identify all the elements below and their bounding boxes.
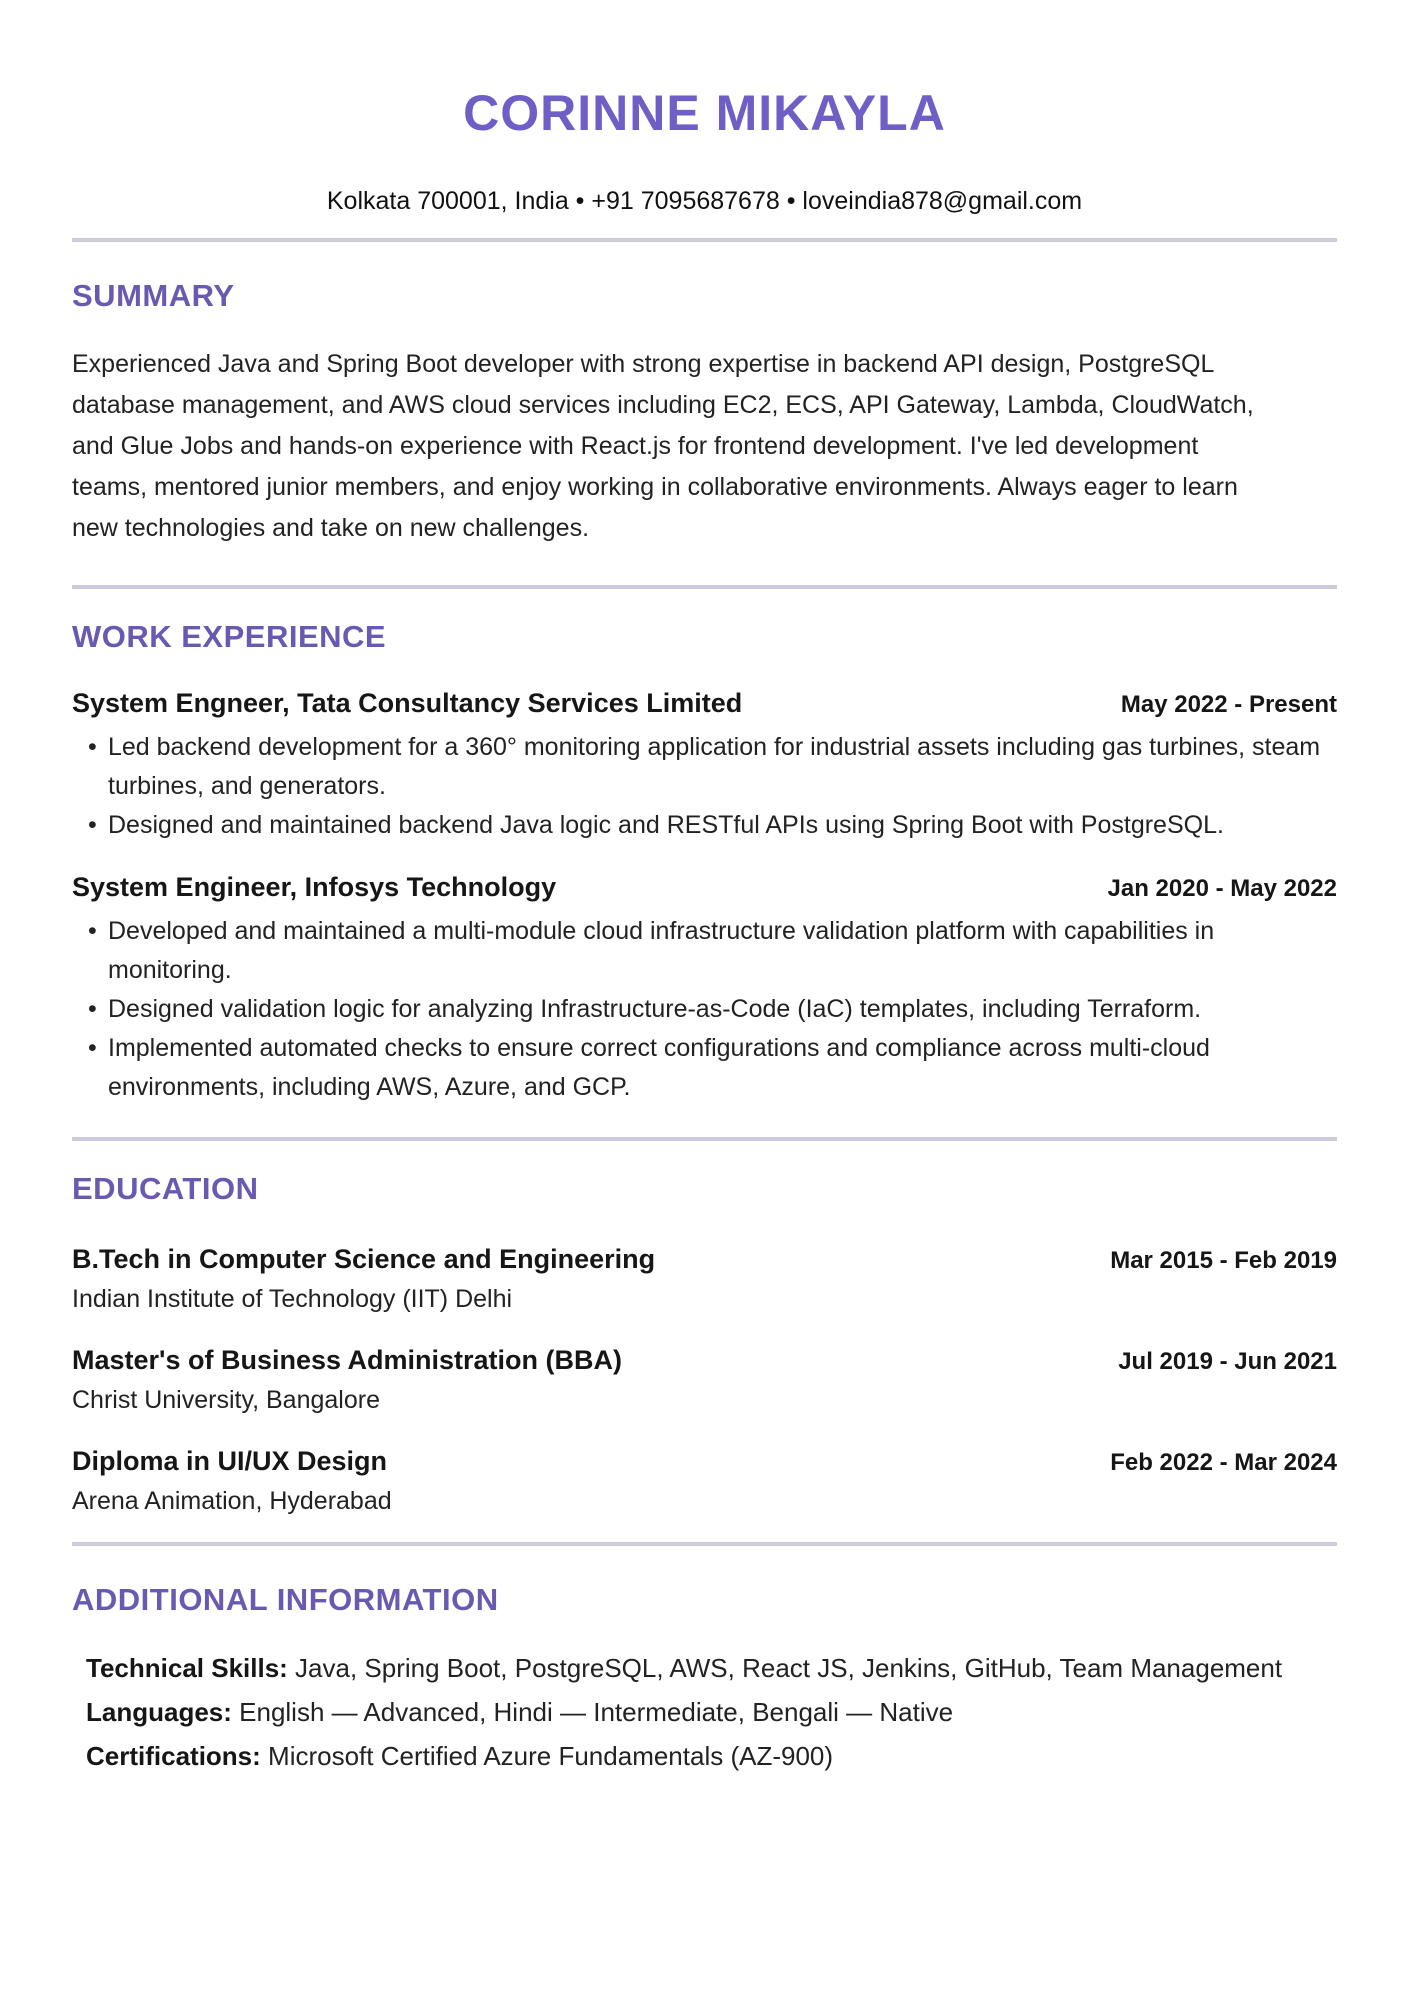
- info-label: Technical Skills:: [86, 1653, 288, 1683]
- education-dates: Mar 2015 - Feb 2019: [1110, 1247, 1337, 1274]
- job-dates: May 2022 - Present: [1120, 691, 1337, 718]
- section-divider: [72, 238, 1337, 242]
- info-value: Java, Spring Boot, PostgreSQL, AWS, React JS, Jenkins, GitHub, Team Management: [287, 1653, 1283, 1683]
- job-bullet-list: [72, 728, 1337, 845]
- section-title-education: EDUCATION: [72, 1171, 259, 1206]
- job-bullet: • Designed validation logic for analyzing Infrastructure-as-Code (IaC) templates, including Terraform.: [88, 990, 1328, 1029]
- degree-title: B.Tech in Computer Science and Engineering: [72, 1244, 656, 1274]
- education-entry: [72, 1344, 1337, 1415]
- job-bullet: • Developed and maintained a multi-module cloud infrastructure validation platform with capabilities in monitoring.: [88, 912, 1328, 990]
- section-divider: [72, 585, 1337, 589]
- education-header: [72, 1344, 1337, 1377]
- degree-title: Master's of Business Administration (BBA): [72, 1345, 622, 1375]
- job-title: System Engineer, Infosys Technology: [72, 872, 557, 902]
- job-entry: [72, 871, 1337, 1107]
- job-entry: [72, 687, 1337, 845]
- work-experience-section: [72, 619, 1337, 1107]
- school-name: Indian Institute of Technology (IIT) Delhi: [72, 1285, 513, 1313]
- job-bullet: • Designed and maintained backend Java logic and RESTful APIs using Spring Boot with PostgreSQL.: [88, 806, 1328, 845]
- info-label: Certifications:: [86, 1741, 261, 1771]
- info-row-technical-skills: [86, 1646, 1326, 1690]
- additional-information-section: [72, 1582, 1337, 1778]
- summary-paragraph: Experienced Java and Spring Boot developer with strong expertise in backend API design, PostgreSQL database management, and AWS cloud services including EC2, ECS, API Gateway, Lambda, CloudWatch, and Glue Jobs and hands-on experience with React.js for frontend development. I've led development teams, mentored junior members, and enjoy working in collaborative environments. Always eager to learn new technologies and take on new challenges.: [72, 350, 1254, 542]
- education-entry: [72, 1445, 1337, 1516]
- education-section: [72, 1171, 1337, 1516]
- section-title-work-experience: WORK EXPERIENCE: [72, 619, 387, 654]
- job-bullet: • Led backend development for a 360° monitoring application for industrial assets including gas turbines, steam turbines, and generators.: [88, 728, 1328, 806]
- resume-name: CORINNE MIKAYLA: [463, 85, 946, 141]
- job-header: [72, 871, 1337, 904]
- school-name: Christ University, Bangalore: [72, 1386, 380, 1414]
- job-header: [72, 687, 1337, 720]
- job-bullet: • Implemented automated checks to ensure correct configurations and compliance across multi-cloud environments, including AWS, Azure, and GCP.: [88, 1029, 1328, 1107]
- section-divider: [72, 1137, 1337, 1141]
- job-bullet-list: [72, 912, 1337, 1107]
- education-dates: Feb 2022 - Mar 2024: [1110, 1449, 1337, 1476]
- education-dates: Jul 2019 - Jun 2021: [1118, 1348, 1337, 1375]
- education-header: [72, 1445, 1337, 1478]
- degree-title: Diploma in UI/UX Design: [72, 1446, 388, 1476]
- job-title: System Engneer, Tata Consultancy Services Limited: [72, 688, 743, 718]
- summary-section: [72, 278, 1337, 549]
- info-rows: [72, 1646, 1337, 1778]
- job-dates: Jan 2020 - May 2022: [1107, 875, 1337, 902]
- info-value: Microsoft Certified Azure Fundamentals (AZ-900): [260, 1741, 834, 1771]
- info-label: Languages:: [86, 1697, 232, 1727]
- info-value: English — Advanced, Hindi — Intermediate, Bengali — Native: [231, 1697, 954, 1727]
- info-row-certifications: [86, 1734, 1326, 1778]
- school-name: Arena Animation, Hyderabad: [72, 1487, 392, 1515]
- education-entry: [72, 1243, 1337, 1314]
- section-title-additional-information: ADDITIONAL INFORMATION: [72, 1582, 499, 1617]
- section-divider: [72, 1542, 1337, 1546]
- contact-line: Kolkata 700001, India • +91 7095687678 • loveindia878@gmail.com: [326, 187, 1083, 215]
- education-header: [72, 1243, 1337, 1276]
- section-title-summary: SUMMARY: [72, 278, 235, 313]
- info-row-languages: [86, 1690, 1326, 1734]
